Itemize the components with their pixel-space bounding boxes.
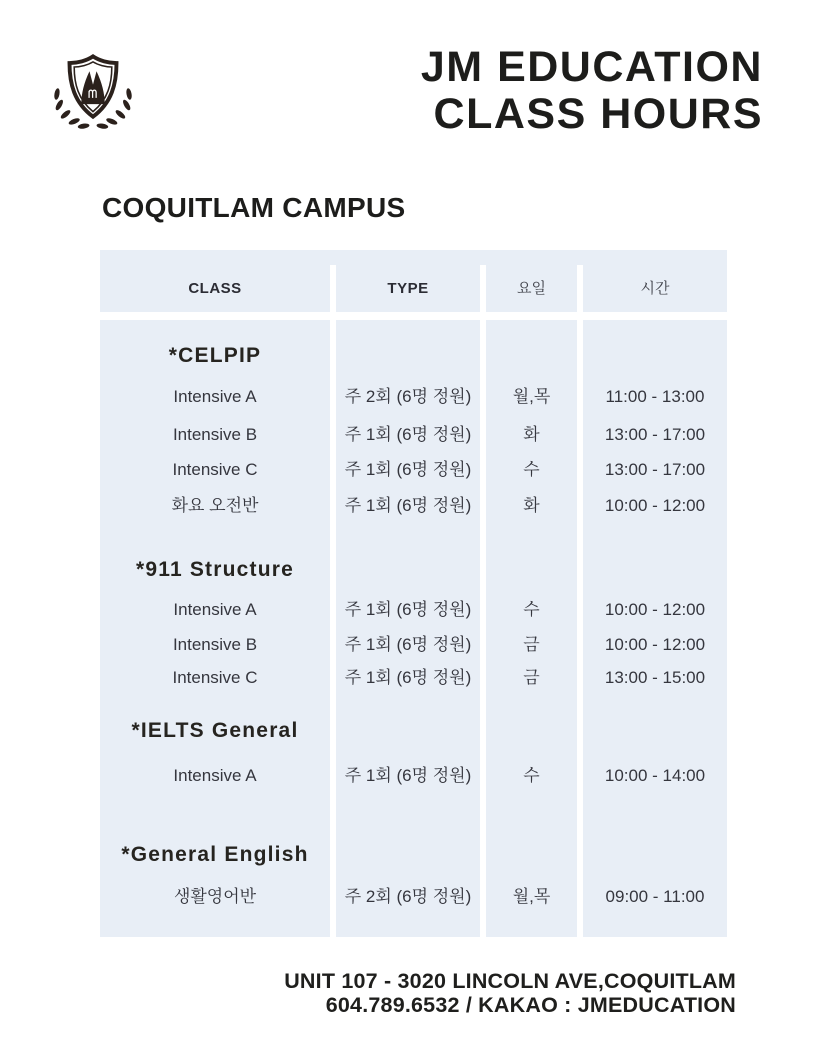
table-row [100, 596, 727, 624]
section-title-ielts-general: *IELTS General [131, 719, 299, 742]
cell-time: 10:00 - 12:00 [604, 635, 706, 654]
cell-day: 수 [523, 766, 540, 785]
table-row [100, 421, 727, 449]
footer [284, 970, 736, 1017]
cell-class: Intensive C [172, 668, 258, 687]
column-header-type: TYPE [387, 280, 429, 297]
schedule-table-body [100, 320, 727, 937]
section-title-general-english: *General English [121, 843, 309, 866]
cell-time: 10:00 - 12:00 [604, 496, 706, 515]
cell-time: 10:00 - 12:00 [604, 600, 706, 619]
campus-heading: COQUITLAM CAMPUS [102, 192, 406, 223]
cell-type: 주 1회 (6명 정원) [344, 635, 472, 654]
cell-class: Intensive B [172, 425, 258, 444]
cell-day: 수 [523, 600, 540, 619]
page-title-line2: CLASS HOURS [433, 90, 763, 138]
cell-type: 주 1회 (6명 정원) [344, 668, 472, 687]
section-title-celpip: *CELPIP [168, 344, 262, 367]
cell-type: 주 1회 (6명 정원) [344, 425, 472, 444]
schedule-table-header [100, 250, 727, 312]
table-row [100, 492, 727, 520]
column-header-day: 요일 [517, 280, 546, 297]
footer-address: UNIT 107 - 3020 LINCOLN AVE,COQUITLAM [284, 969, 736, 993]
cell-type: 주 2회 (6명 정원) [344, 887, 472, 906]
cell-class: Intensive C [172, 460, 258, 479]
table-row [100, 883, 727, 911]
school-crest-icon [46, 42, 140, 146]
cell-day: 금 [523, 635, 540, 654]
cell-time: 13:00 - 17:00 [604, 425, 706, 444]
cell-time: 09:00 - 11:00 [605, 887, 705, 906]
column-header-time: 시간 [640, 280, 670, 297]
table-row [100, 631, 727, 659]
cell-class: 생활영어반 [173, 887, 257, 906]
cell-day: 월,목 [512, 387, 551, 406]
cell-time: 11:00 - 13:00 [605, 387, 705, 406]
cell-type: 주 2회 (6명 정원) [344, 387, 472, 406]
table-row [100, 456, 727, 484]
header-row [100, 265, 727, 312]
table-row [100, 664, 727, 692]
table-row [100, 383, 727, 411]
cell-time: 13:00 - 17:00 [604, 460, 706, 479]
cell-type: 주 1회 (6명 정원) [344, 766, 472, 785]
page-title-line1: JM EDUCATION [420, 43, 763, 91]
cell-class: Intensive A [173, 387, 257, 406]
footer-contact: 604.789.6532 / KAKAO : JMEDUCATION [325, 992, 736, 1017]
cell-day: 월,목 [512, 887, 551, 906]
cell-type: 주 1회 (6명 정원) [344, 496, 472, 515]
cell-class: Intensive A [173, 766, 257, 785]
cell-time: 13:00 - 15:00 [604, 668, 706, 687]
cell-class: Intensive B [172, 635, 258, 654]
cell-day: 금 [523, 668, 540, 687]
cell-class: Intensive A [173, 600, 257, 619]
cell-day: 화 [523, 425, 540, 444]
column-header-class: CLASS [188, 280, 242, 297]
cell-type: 주 1회 (6명 정원) [344, 460, 472, 479]
page-title [421, 44, 763, 138]
section-title-911-structure: *911 Structure [135, 558, 295, 581]
cell-day: 수 [523, 460, 540, 479]
cell-day: 화 [523, 496, 540, 515]
cell-type: 주 1회 (6명 정원) [344, 600, 472, 619]
cell-time: 10:00 - 14:00 [604, 766, 706, 785]
cell-class: 화요 오전반 [171, 496, 259, 515]
table-row [100, 762, 727, 790]
